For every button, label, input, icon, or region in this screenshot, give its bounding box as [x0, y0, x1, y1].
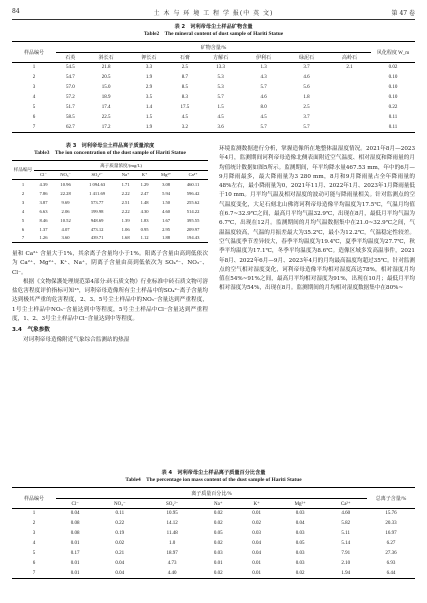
table-cell: 15.0 [101, 85, 111, 90]
table-cell: 1 094.63 [89, 181, 106, 187]
table3 [12, 160, 208, 243]
table-row [12, 93, 415, 103]
table-cell: 5.7 [303, 124, 310, 130]
table-cell: 0.01 [213, 561, 223, 566]
table-cell: 4 [32, 541, 36, 546]
table-cell: 0.10 [388, 75, 398, 80]
table-cell: 0.03 [295, 511, 305, 517]
table-cell: 17.4 [101, 105, 111, 110]
table4-ion-header-row [12, 499, 415, 509]
table-cell: 0.04 [115, 561, 125, 566]
table3-ion-header: K⁺ [141, 172, 148, 177]
table-cell: 0.01 [252, 561, 261, 566]
table-row [12, 509, 415, 519]
table-cell: 18.97 [166, 551, 178, 556]
section-heading: 3.4 气象参数 [12, 327, 50, 334]
table2-title-en: Table2 The mineral content of dust sample of Hariti Statue [143, 31, 284, 37]
table-cell: 0.02 [213, 521, 223, 526]
table-cell: 199.98 [90, 208, 104, 214]
table-cell: 573.77 [90, 199, 104, 205]
table-row [12, 529, 415, 539]
table-row [12, 234, 208, 243]
table-cell: 5 [21, 217, 25, 223]
table-cell: 3 [32, 531, 36, 536]
table-cell: 2.47 [140, 190, 149, 196]
table-cell: 0.95 [140, 226, 149, 232]
table-cell: 4.6 [303, 75, 310, 80]
table-cell: 3.3 [145, 65, 153, 71]
table-cell: 1.8 [303, 95, 310, 100]
table-cell: 2.22 [121, 190, 130, 196]
table4-ion-header: K⁺ [253, 501, 260, 507]
table-cell: 5.82 [341, 521, 351, 526]
table4-header-sample: 样品编号 [12, 488, 56, 509]
table-row [12, 73, 415, 83]
table2-mineral-header: 石膏 [179, 56, 190, 61]
table-cell: 0.03 [213, 551, 223, 556]
table-cell: 0.10 [388, 95, 398, 100]
table-cell: 3.5 [145, 95, 153, 100]
table-cell: 2 [21, 190, 25, 196]
table2-mineral-header: 钾长石 [141, 56, 157, 61]
table-cell: 0.02 [213, 511, 223, 517]
table3-ion-header: Na⁺ [121, 172, 130, 177]
table-cell: 4.6 [260, 95, 267, 100]
table-cell: 2.22 [121, 208, 130, 214]
table-cell: 0.02 [213, 541, 223, 546]
table-row [12, 569, 415, 579]
table-cell: 0.01 [252, 570, 261, 576]
table-row [12, 63, 415, 73]
table-cell: 8.46 [39, 217, 48, 223]
table-cell: 0.03 [295, 551, 305, 556]
table-cell: 1.48 [140, 199, 149, 205]
table-cell: 5 [32, 551, 36, 556]
table4-title-en: Table4 The percentage ion mass content of the dust sample of Hariti Statue [125, 477, 302, 483]
table-cell: 4.07 [61, 226, 70, 232]
running-header [12, 8, 415, 18]
table2-mineral-header: 方解石 [213, 56, 229, 61]
left-paragraph-2: 根据《文物保護处理规范第4部分:砖石质文物》行业标准中砖石质文物可溶盐危害程度评价指标可知¹³，诃利帝母造像所有尘土样品中的SO₄²⁻离子含量均达到极其严重的危害程度，2、3、5号尘土样品中的NO₃⁻含量达到严重程度，1号尘土样品中NO₃⁻含量达到中等程度，5号尘土样品中Cl⁻含量达到严重程度，1、2、3号尘土样品中Cl⁻含量达到中等程度。 [12, 278, 208, 323]
table-cell: 1.3 [260, 65, 267, 71]
table2-header-group: 矿物含量/% [56, 42, 371, 53]
table-cell: 1.88 [162, 235, 171, 241]
table-cell: 7 [32, 124, 36, 130]
table2-mineral-header: 绿泥石 [298, 56, 314, 61]
table-cell: 20.33 [385, 521, 397, 526]
table-cell: 51.7 [65, 105, 75, 110]
table-cell: 1.4 [145, 105, 153, 110]
table-cell: 16.97 [385, 531, 397, 536]
table-row [12, 225, 208, 234]
table-cell: 3.7 [303, 115, 310, 120]
table4-caption [12, 470, 415, 484]
table-cell: 2.1 [346, 65, 353, 71]
table-cell: 10.95 [166, 511, 178, 517]
table-cell: 0.03 [295, 531, 305, 536]
table-cell: 2.10 [341, 561, 351, 566]
table-cell: 4.5 [217, 115, 224, 120]
table-cell: 0.22 [388, 105, 398, 110]
table-cell: 4.3 [260, 75, 267, 80]
table-row [12, 559, 415, 569]
table-cell: 5.11 [341, 531, 350, 536]
table-cell: 0.08 [70, 521, 80, 526]
table-cell: 7.86 [39, 190, 48, 196]
table-cell: 13.3 [216, 65, 225, 71]
table-cell: 3.60 [61, 235, 70, 241]
table-cell: 4.5 [260, 115, 267, 120]
table2-mineral-header-row [12, 53, 415, 63]
table-cell: 11.48 [166, 531, 178, 536]
table3-ion-header: Cl⁻ [40, 172, 47, 177]
table-cell: 7 [21, 235, 25, 241]
table4-ion-header: Ca²⁺ [340, 501, 351, 507]
left-paragraph-3: 对诃利帝母造像附近气象综合监测站的热湿 [23, 336, 130, 343]
table3-title-cn: 表 3 诃利帝母尘土样品离子质量浓度 [65, 143, 155, 149]
table-cell: 1.26 [39, 235, 48, 241]
left-paragraph-1: 量和 Ca²⁺ 含量大于1%，其余离子含量均小于1%。阳离子含量由高到低依次为 Ca²⁺、Mg²⁺、K⁺、Na⁺，阴离子含量由高到低依次为 SO₄²⁻、NO₃⁻、Cl⁻。 [12, 251, 208, 276]
table-cell: 6.93 [386, 561, 396, 566]
table-cell: 1 [32, 65, 36, 71]
table-cell: 395.55 [186, 217, 200, 223]
table-row [12, 198, 208, 207]
table-cell: 8.0 [260, 105, 267, 110]
table-cell: 2.5 [303, 105, 310, 110]
table-cell: 1.29 [140, 181, 149, 187]
table-cell: 1 [32, 511, 36, 517]
table-cell: 2.95 [162, 226, 171, 232]
table4-ion-header: SO₄²⁻ [166, 501, 179, 507]
table-cell: 22.28 [60, 190, 71, 196]
table-cell: 6.63 [39, 208, 48, 214]
table-cell [328, 83, 371, 93]
table-cell: 15.76 [385, 511, 397, 517]
table-cell: 1.0 [169, 541, 176, 546]
table4-body [12, 509, 415, 579]
table-cell: 7 [32, 570, 36, 576]
table-cell: 5.3 [217, 75, 224, 80]
table-cell: 5.7 [260, 85, 267, 90]
table-cell: 27.36 [385, 551, 397, 556]
table-cell: 1.39 [121, 217, 130, 223]
table-cell: 58.5 [65, 115, 75, 120]
table-cell: 0.04 [70, 511, 80, 517]
table-cell: 1.68 [121, 235, 130, 241]
table-cell: 0.02 [388, 65, 398, 71]
table-cell: 62.7 [65, 124, 75, 130]
table-cell: 6 [21, 226, 25, 232]
table3-ion-header: Ca²⁺ [188, 172, 198, 177]
table-cell: 2 [32, 521, 36, 526]
table-row [12, 539, 415, 549]
table-cell: 5.6 [303, 85, 310, 90]
table-cell: 8.7 [181, 75, 188, 80]
table-cell: 5.94 [162, 190, 171, 196]
table-cell: 0.10 [388, 85, 398, 90]
table-cell: 0.17 [70, 551, 80, 556]
table2-mineral-header: 高岭石 [341, 56, 357, 61]
table-cell: 0.08 [70, 531, 80, 536]
table2-mineral-header: 伊利石 [256, 56, 272, 61]
table-cell: 4.60 [162, 208, 171, 214]
table-cell: 1.06 [121, 226, 130, 232]
table2-mineral-header: 石英 [65, 56, 76, 61]
table-cell: 0.05 [213, 531, 223, 536]
table-cell: 514.22 [186, 208, 200, 214]
table-cell: 4 [21, 208, 25, 214]
table-cell: 0.01 [70, 541, 80, 546]
table4-ion-header: Na⁺ [214, 501, 223, 507]
table-cell [328, 123, 371, 133]
table-cell: 0.03 [252, 531, 261, 536]
table-cell: 22.5 [101, 115, 111, 120]
table3-ion-header-row [12, 171, 208, 180]
table-row [12, 216, 208, 225]
table-cell: 17.5 [180, 105, 190, 110]
table-cell: 10.96 [60, 181, 71, 187]
table-cell: 1.5 [145, 115, 153, 120]
table4-ion-header: Mg²⁺ [294, 501, 306, 507]
table2-title-cn: 表 2 诃利帝母尘土样品矿物含量 [174, 24, 253, 30]
table3-body [12, 180, 208, 243]
table-cell: 0.01 [252, 511, 261, 517]
table-cell: 1.50 [162, 199, 171, 205]
table-cell: 0.02 [213, 570, 223, 576]
table-cell: 0.22 [115, 521, 125, 526]
table-cell: 3.6 [217, 124, 224, 130]
table-cell: 9.69 [61, 199, 70, 205]
table-cell: 473.12 [90, 226, 104, 232]
table-cell: 4.30 [140, 208, 149, 214]
table-row [12, 123, 415, 133]
table-cell: 1.71 [121, 181, 130, 187]
table-cell: 3 [32, 85, 36, 90]
table-cell: 4.40 [167, 570, 177, 576]
table-cell: 18.9 [101, 95, 111, 100]
table-cell: 54.5 [65, 65, 75, 71]
table3-ion-header: Mg²⁺ [161, 172, 172, 177]
table-cell: 0.11 [388, 115, 398, 120]
table-cell: 1.37 [39, 226, 48, 232]
table-row [12, 189, 208, 198]
table-cell: 2.9 [145, 85, 153, 90]
table-cell: 1.94 [341, 570, 351, 576]
table4-ion-header: NO₃⁻ [114, 501, 126, 507]
table-cell: 0.21 [115, 551, 125, 556]
table-cell: 5.3 [217, 85, 224, 90]
table-cell: 194.43 [186, 235, 200, 241]
table-cell: 4.60 [341, 511, 351, 517]
table-cell: 2.51 [121, 199, 130, 205]
table-cell: 460.11 [186, 181, 200, 187]
table3-header-group: 离子质量浓度/(mg/L) [34, 161, 208, 171]
header-rule [12, 19, 415, 20]
table-cell: 8.3 [181, 95, 188, 100]
table-cell: 4.39 [39, 181, 48, 187]
table-cell: 1.83 [140, 217, 149, 223]
table-cell: 1.67 [162, 217, 171, 223]
table-cell: 4 [32, 95, 36, 100]
table-cell: 0.02 [115, 541, 125, 546]
table3-header-sample: 样品编号 [12, 161, 34, 180]
table-cell: 3 [21, 199, 25, 205]
journal-title: 土 木 与 环 境 工 程 学 报(中 英 文) [153, 10, 274, 17]
table4-header-group: 离子质量百分比/% [56, 488, 367, 499]
table-cell: 0.02 [252, 521, 261, 526]
right-paragraph-1: 环境监测数据进行分析，掌握造像所在地整体温湿度情况。2021年8月—2023年4月，监测期间诃利帝母造像北侧表面附近空气温度、相对湿度和降雨量的月均值统计数据如图5所示。监测期间，年平均降水量467.53 mm，年中的6月—9月降雨最多，最大降雨量为3 280 mm，8月和9月降雨量占全年降雨量的48%左右，最小降雨量为0，2021年11月、2022年1月、2023年1月降雨量低于10 mm。月平均气温及相对湿度的波动可能与降雨量相关。针对监测点的空气温度变化，大足石刻北山佛湾诃利帝母造像平均温度为17.5℃，气温月均值在6.7~32.9℃之间，最高月平均气温32.9℃，出现在8月，最低月平均气温为6.7℃，出现在12月。监测期间的月均气温数据集中在21.0~32.9℃之间，气温温度较高，气温的月振差最大为35.2℃，最小为12.2℃，气温稳定性较差。空气温度季节差异较大，春季平均温度为19.4℃，夏季平均温度为27.7℃，秋季平均温度为17.1℃，冬季平均温度为8.6℃。造像区域多发高温事件，2021年8月、2022年6月—9月、2023年4月的月均最高温度均超过35℃。针对监测点的空气相对湿度变化，诃利帝母造像平均相对湿度高达78%，相对湿度月均值在54%~91%之间，最高月平均相对湿度为91%，出现在10月；最低月平均相对湿度为54%，出现在8月。监测期间的月均相对湿度数据集中在80%~ [219, 146, 415, 292]
table-cell: 1.9 [145, 124, 153, 130]
table4-header-total: 总离子含量/% [367, 488, 415, 509]
table-cell: 0.04 [252, 541, 261, 546]
left-column [12, 250, 208, 345]
table-cell: 1.5 [217, 105, 224, 110]
table-cell [328, 103, 371, 113]
table3-caption [12, 143, 208, 157]
table3-ion-header: SO₄²⁻ [91, 172, 103, 177]
volume-label: 第 47 卷 [391, 10, 415, 17]
table-cell: 57.2 [65, 95, 75, 100]
table-cell: 1 411.69 [89, 190, 106, 196]
table2 [12, 41, 415, 133]
table-cell: 439.71 [90, 235, 104, 241]
table3-ion-header: NO₃⁻ [60, 172, 71, 177]
table-cell: 2.5 [181, 65, 188, 71]
table3-title-en: Table3 The ion concentration of the dust sample of Hariti Statue [34, 150, 186, 156]
table-cell: 8.5 [181, 85, 188, 90]
table-cell: 2.06 [61, 208, 70, 214]
table-cell: 0.04 [252, 551, 261, 556]
table-cell: 2 [32, 75, 36, 80]
table-cell: 3.08 [162, 181, 171, 187]
table-cell: 0.05 [295, 541, 305, 546]
table-cell: 14.12 [166, 521, 178, 526]
table-row [12, 519, 415, 529]
table-cell: 1 [21, 181, 25, 187]
table4-ion-header: Cl⁻ [71, 501, 79, 507]
table-cell: 3.2 [181, 124, 188, 130]
table-cell: 0.04 [295, 521, 305, 526]
table-cell: 0.19 [115, 531, 125, 536]
table-cell: 209.97 [186, 226, 200, 232]
table-cell: 6 [32, 115, 36, 120]
table-row [12, 180, 208, 189]
table-cell: 5 [32, 105, 36, 110]
table-cell: 17.2 [101, 124, 111, 130]
table-cell: 4.73 [167, 561, 177, 566]
table-cell: 21.8 [101, 65, 111, 71]
table-cell: 6 [32, 561, 36, 566]
table-cell: 1.12 [140, 235, 149, 241]
table-cell: 5.7 [217, 95, 224, 100]
table-cell: 0.01 [70, 561, 80, 566]
table-cell [328, 113, 371, 123]
table-cell: 54.7 [65, 75, 75, 80]
table2-caption [12, 24, 415, 38]
table-cell: 3.7 [303, 65, 310, 71]
table-cell: 1.9 [145, 75, 153, 80]
table-cell: 596.42 [186, 190, 200, 196]
table4 [12, 487, 415, 579]
table-cell: 0.02 [295, 570, 305, 576]
table-cell: 10.52 [60, 217, 71, 223]
table4-title-cn: 表 4 诃利帝母尘土样品离子质量百分比含量 [161, 470, 266, 476]
table-cell [328, 73, 371, 83]
table-cell: 5.14 [341, 541, 351, 546]
table-cell: 7.91 [341, 551, 351, 556]
table-cell: 20.5 [101, 75, 111, 80]
table-cell: 255.62 [186, 199, 200, 205]
page-number: 84 [12, 8, 20, 15]
table-row [12, 103, 415, 113]
table-cell: 6.44 [386, 570, 396, 576]
table-cell: 57.0 [65, 85, 75, 90]
table2-header-sample: 样品编号 [12, 42, 56, 63]
table2-body [12, 63, 415, 133]
table-row [12, 113, 415, 123]
table-cell: 948.69 [90, 217, 104, 223]
right-column [219, 145, 415, 294]
table-cell: 0.01 [70, 570, 80, 576]
table-cell: 5.7 [260, 124, 267, 130]
table-cell [328, 93, 371, 103]
table-cell: 6.27 [386, 541, 396, 546]
table-cell: 0.11 [388, 124, 398, 130]
table-cell: 3.87 [39, 199, 48, 205]
table-row [12, 83, 415, 93]
table-cell: 0.03 [295, 561, 305, 566]
table-cell: 4.5 [181, 115, 188, 120]
table-row [12, 207, 208, 216]
table2-header-weathering: 风化程度 W_m [371, 42, 415, 63]
table-cell: 0.11 [115, 511, 125, 517]
table-cell: 0.04 [115, 570, 125, 576]
table-row [12, 549, 415, 559]
table2-mineral-header: 斜长石 [98, 56, 114, 61]
